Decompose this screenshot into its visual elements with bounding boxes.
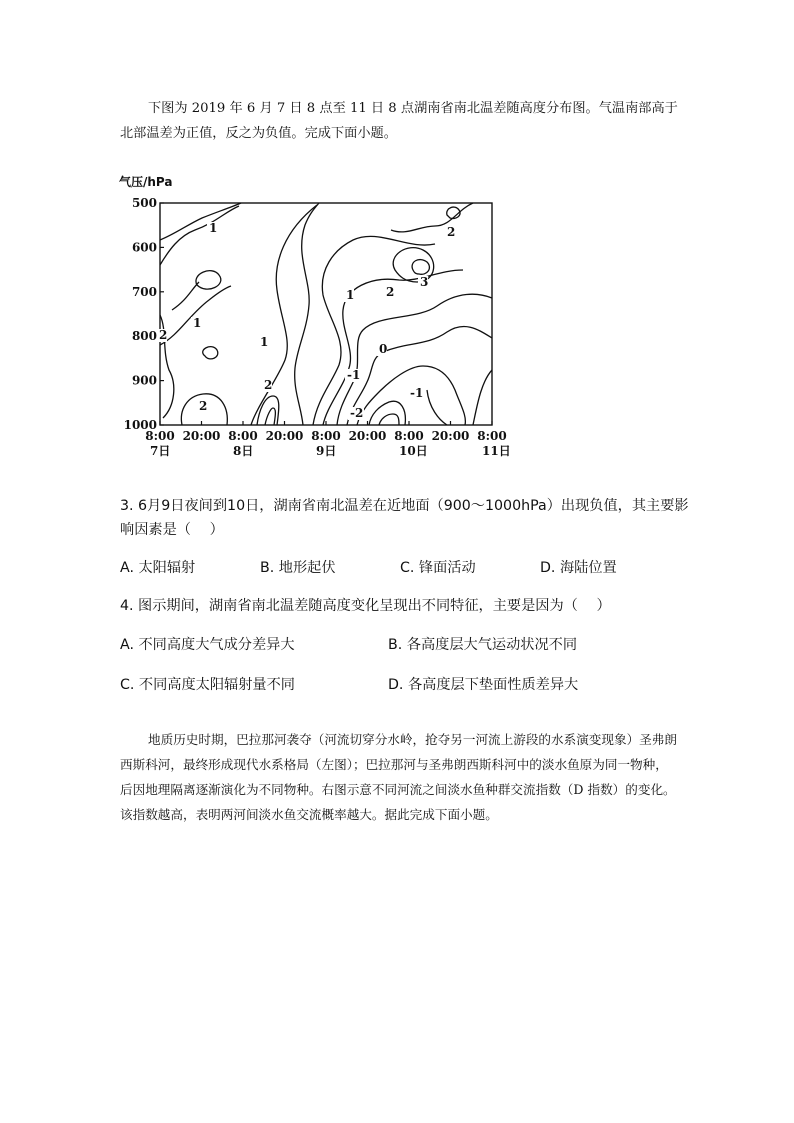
x-tick-time-label: 8:00 xyxy=(394,429,424,443)
contour-value-label: -1 xyxy=(410,386,424,400)
x-tick-time-label: 8:00 xyxy=(477,429,507,443)
contour-line xyxy=(379,414,399,425)
x-tick-time-label: 20:00 xyxy=(182,429,221,443)
y-tick-label: 1000 xyxy=(123,418,157,432)
contour-line xyxy=(347,326,492,425)
x-tick-time-label: 20:00 xyxy=(348,429,387,443)
x-tick-time-label: 20:00 xyxy=(265,429,304,443)
contour-line xyxy=(160,206,239,265)
x-tick-time-label: 20:00 xyxy=(431,429,470,443)
contour-value-label: -2 xyxy=(350,406,364,420)
contour-line xyxy=(172,282,199,310)
q3-option-a[interactable]: A. 太阳辐射 xyxy=(120,560,196,576)
contour-value-label: 1 xyxy=(209,221,218,235)
contour-line xyxy=(473,370,492,425)
q4-option-c[interactable]: C. 不同高度太阳辐射量不同 xyxy=(120,677,295,693)
contour-line xyxy=(203,347,218,359)
y-tick-label: 600 xyxy=(131,240,157,255)
q4-option-d[interactable]: D. 各高度层下垫面性质差异大 xyxy=(388,677,579,693)
y-tick-label: 500 xyxy=(131,196,157,210)
x-tick-day-label: 11日 xyxy=(482,444,511,458)
y-axis-label: 气压/hPa xyxy=(119,175,173,189)
contour-value-label: -1 xyxy=(347,368,361,382)
contour-value-label: 2 xyxy=(386,285,395,299)
q4-option-a[interactable]: A. 不同高度大气成分差异大 xyxy=(120,637,295,653)
contour-value-label: 2 xyxy=(199,399,208,413)
contour-value-label: 1 xyxy=(193,316,202,330)
intro-text: 下图为 2019 年 6 月 7 日 8 点至 11 日 8 点湖南省南北温差随高度分布图。气温南部高于北部温差为正值，反之为负值。完成下面小题。 xyxy=(120,101,678,141)
contour-line xyxy=(196,271,221,289)
contour-value-label: 1 xyxy=(260,335,269,349)
contour-line xyxy=(412,260,429,275)
contour-chart-svg xyxy=(117,170,517,470)
q4-option-b[interactable]: B. 各高度层大气运动状况不同 xyxy=(388,637,578,653)
contour-value-label: 2 xyxy=(447,225,456,239)
plot-frame xyxy=(160,203,492,425)
contour-value-label: 0 xyxy=(379,342,388,356)
x-tick-time-label: 8:00 xyxy=(228,429,258,443)
passage-2-text: 地质历史时期，巴拉那河袭夺（河流切穿分水岭，抢夺另一河流上游段的水系演变现象）圣弗朗西斯科河，最终形成现代水系格局（左图）；巴拉那河与圣弗朗西斯科河中的淡水鱼原为同一物种，后因地理隔离逐渐演化为不同物种。右图示意不同河流之间淡水鱼种群交流指数（D 指数）的变化。该指数越高，表明两河间淡水鱼交流概率越大。据此完成下面小题。 xyxy=(120,732,677,822)
y-tick-label: 800 xyxy=(131,329,157,344)
y-tick-label: 700 xyxy=(131,284,157,299)
intro-paragraph xyxy=(120,96,680,146)
contour-line xyxy=(295,203,319,425)
x-tick-day-label: 9日 xyxy=(316,444,337,458)
y-tick-label: 900 xyxy=(131,373,157,388)
contour-line xyxy=(427,390,447,425)
contour-value-label: 2 xyxy=(159,328,168,342)
q3-option-d[interactable]: D. 海陆位置 xyxy=(540,560,617,576)
q3-option-c[interactable]: C. 锋面活动 xyxy=(400,560,476,576)
contour-line xyxy=(391,203,473,232)
x-tick-day-label: 8日 xyxy=(233,444,254,458)
contour-value-label: 2 xyxy=(264,378,273,392)
x-tick-time-label: 8:00 xyxy=(145,429,175,443)
question-4-stem: 4. 图示期间，湖南省南北温差随高度变化呈现出不同特征，主要是因为（ ） xyxy=(120,598,611,614)
temperature-difference-chart xyxy=(117,170,517,470)
q3-option-b[interactable]: B. 地形起伏 xyxy=(260,560,336,576)
x-tick-day-label: 7日 xyxy=(150,444,171,458)
contour-line xyxy=(369,401,405,425)
contour-value-label: 1 xyxy=(346,288,355,302)
passage-2 xyxy=(120,727,680,827)
question-3-stem: 3. 6月9日夜间到10日，湖南省南北温差在近地面（900～1000hPa）出现负值，其主要影响因素是（ ） xyxy=(120,498,689,538)
x-tick-day-label: 10日 xyxy=(399,444,428,458)
contour-line xyxy=(160,203,241,240)
x-tick-time-label: 8:00 xyxy=(311,429,341,443)
contour-value-label: 3 xyxy=(420,275,429,289)
contour-line xyxy=(265,408,275,425)
